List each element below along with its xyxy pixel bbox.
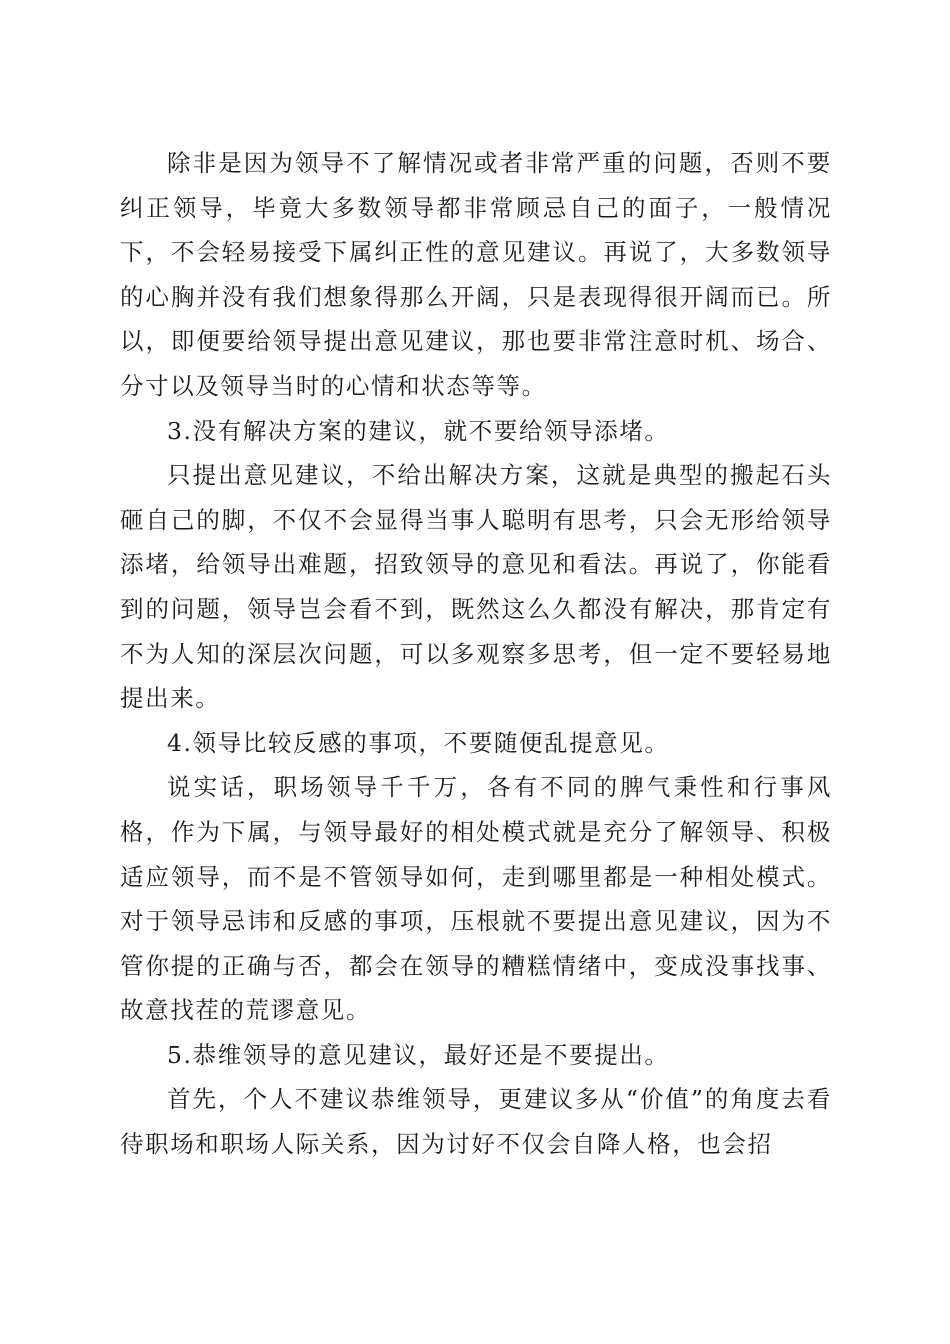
paragraph-point-3-body: 只提出意见建议，不给出解决方案，这就是典型的搬起石头砸自己的脚，不仅不会显得当事人聪明有思考，只会无形给领导添堵，给领导出难题，招致领导的意见和看法。再说了，你能看到的问题，领导岂会看不到，既然这么久都没有解决，那肯定有不为人知的深层次问题，可以多观察多思考，但一定不要轻易地提出来。 <box>120 461 832 713</box>
document-body <box>120 141 832 1167</box>
heading-point-4: 4.领导比较反感的事项，不要随便乱提意见。 <box>167 728 670 757</box>
paragraph-point-5-body: 首先，个人不建议恭维领导，更建议多从“价值”的角度去看待职场和职场人际关系，因为讨好不仅会自降人格，也会招 <box>120 1085 832 1159</box>
paragraph-correcting-leaders: 除非是因为领导不了解情况或者非常严重的问题，否则不要纠正领导，毕竟大多数领导都非常顾忌自己的面子，一般情况下，不会轻易接受下属纠正性的意见建议。再说了，大多数领导的心胸并没有我们想象得那么开阔，只是表现得很开阔而已。所以，即便要给领导提出意见建议，那也要非常注意时机、场合、分寸以及领导当时的心情和状态等等。 <box>120 149 832 400</box>
paragraph-point-4-body: 说实话，职场领导千千万，各有不同的脾气秉性和行事风格，作为下属，与领导最好的相处模式就是充分了解领导、积极适应领导，而不是不管领导如何，走到哪里都是一种相处模式。对于领导忌讳和反感的事项，压根就不要提出意见建议，因为不管你提的正确与否，都会在领导的糟糕情绪中，变成没事找事、故意找茬的荒谬意见。 <box>120 773 832 1025</box>
heading-point-5: 5.恭维领导的意见建议，最好还是不要提出。 <box>167 1040 670 1069</box>
heading-point-3: 3.没有解决方案的建议，就不要给领导添堵。 <box>167 416 670 445</box>
